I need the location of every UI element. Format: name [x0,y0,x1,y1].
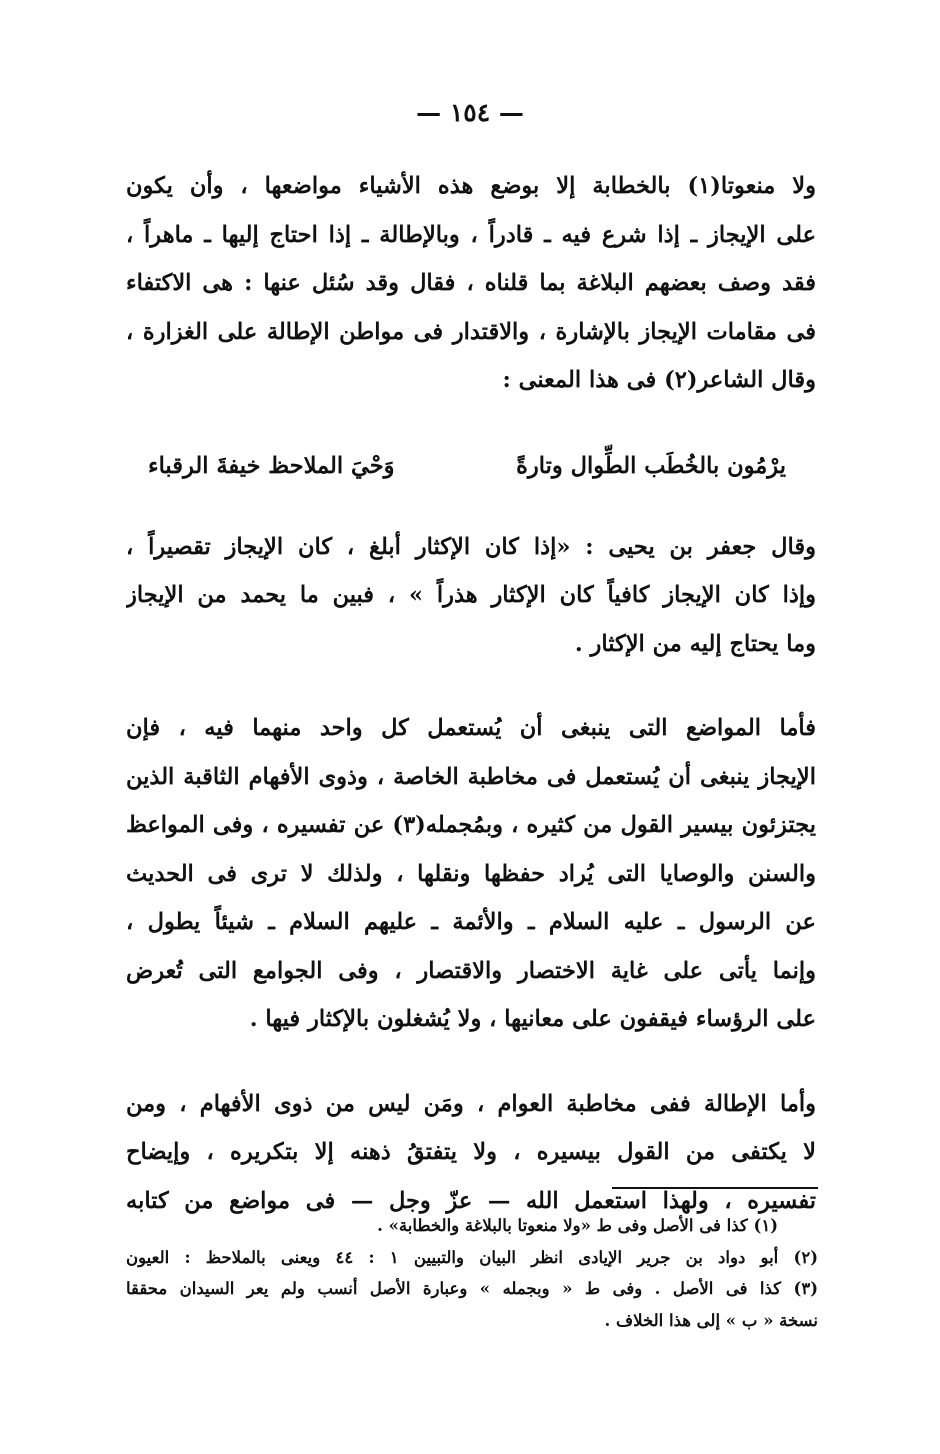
text-line: والسنن والوصايا التى يُراد حفظها ونقلها ، ولذلك لا ترى فى الحديث [126,860,816,887]
text-line: فأما المواضع التى ينبغى أن يُستعمل كل واحد منهما فيه ، فإن [126,715,816,741]
footnote-3-continuation: نسخة « ب » إلى هذا الخلاف . [604,1310,818,1330]
main-text [126,162,816,1225]
text-line: وإنما يأتى على غاية الاختصار والاقتصار ، وفى الجوامع التى تُعرض [126,957,816,984]
text-line: وما يحتاج إليه من الإكثار . [574,630,816,657]
page-number: — ١٥٤ — [416,98,524,127]
text-line: الإيجاز ينبغى أن يُستعمل فى مخاطبة الخاصة ، وذوى الأفهام الثاقبة الذين [126,763,816,790]
paragraph-2 [126,523,816,669]
text-line: على الإيجاز ـ إذا شرع فيه ـ قادراً ، وبالإطالة ـ إذا احتاج إليها ـ ماهراً ، [126,221,816,248]
footnote-divider [612,1187,818,1189]
verse-first-hemistich: يرْمُون بالخُطَب الطِّوال وتارةً [516,452,786,479]
paragraph-3 [126,704,816,1044]
text-line: ولا منعوتا(١) بالخطابة إلا بوضع هذه الأشياء مواضعها ، وأن يكون [126,173,816,199]
text-line: وأما الإطالة ففى مخاطبة العوام ، ومَن ليس من ذوى الأفهام ، ومن [126,1090,816,1117]
footnote-2: (٢) أبو دواد بن جرير الإيادى انظر البيان والتبيين ١ : ٤٤ ويعنى بالملاحظ : العيون [126,1247,818,1267]
text-line: على الرؤساء فيقفون على معانيها ، ولا يُشغلون بالإكثار فيها . [249,1006,816,1032]
paragraph-4 [126,1080,816,1226]
text-line: فى مقامات الإيجاز بالإشارة ، والاقتدار فى مواطن الإطالة على الغزارة ، [126,318,816,345]
footnote-1: (١) كذا فى الأصل وفى ط «ولا منعوتا بالبلاغة والخطابة» . [377,1216,778,1235]
text-line: وقال جعفر بن يحيى : «إذا كان الإكثار أبلغ ، كان الإيجاز تقصيراً ، [126,533,816,560]
text-line: وقال الشاعر(٢) فى هذا المعنى : [502,367,816,393]
text-line: يجتزئون بيسير القول من كثيره ، وبمُجمله(٣) عن تفسيره ، وفى المواعظ [126,812,816,838]
footnote-3: (٣) كذا فى الأصل . وفى ط « وبجمله » وعبارة الأصل أنسب ولم يعر السيدان محققا [126,1279,818,1298]
text-line: تفسيره ، ولهذا استعمل الله — عزّ وجل — فى مواضع من كتابه [126,1187,816,1214]
footnotes [126,1210,818,1336]
text-line: عن الرسول ـ عليه السلام ـ والأئمة ـ عليهم السلام ـ شيئاً يطول ، [126,909,816,935]
text-line: لا يكتفى من القول بيسيره ، ولا يتفتقُ ذهنه إلا بتكريره ، وإيضاح [126,1139,816,1165]
text-line: فقد وصف بعضهم البلاغة بما قلناه ، فقال وقد سُئل عنها : هى الاكتفاء [126,270,816,296]
paragraph-1 [126,162,816,405]
poetry-verse [126,439,816,493]
text-line: وإذا كان الإيجاز كافياً كان الإكثار هذراً » ، فبين ما يحمد من الإيجاز [126,582,816,608]
verse-second-hemistich: وَحْيَ الملاحظ خيفةَ الرقباء [148,452,395,479]
